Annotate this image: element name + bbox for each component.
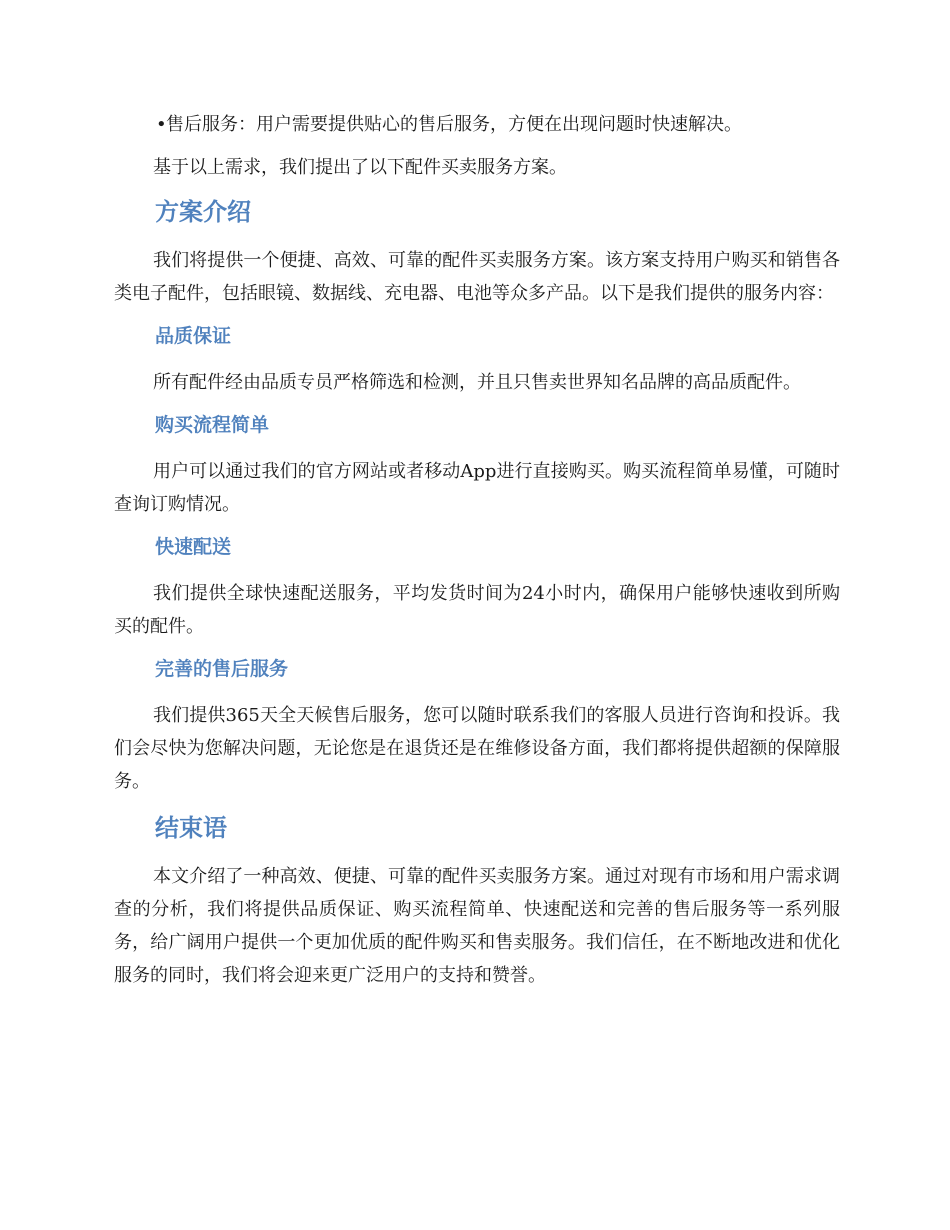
- subsection-heading-aftersales: 完善的售后服务: [155, 658, 289, 680]
- quality-paragraph: 所有配件经由品质专员严格筛选和检测，并且只售卖世界知名品牌的高品质配件。: [153, 372, 801, 393]
- subsection-heading-quality: 品质保证: [155, 325, 232, 347]
- bullet-dot-icon: •: [156, 114, 167, 135]
- scheme-paragraph: 我们将提供一个便捷、高效、可靠的配件买卖服务方案。该方案支持用户购买和销售各类电子配件，包括眼镜、数据线、充电器、电池等众多产品。以下是我们提供的服务内容：: [114, 250, 840, 304]
- purchase-paragraph: 用户可以通过我们的官方网站或者移动App进行直接购买。购买流程简单易懂，可随时查询订购情况。: [114, 461, 840, 515]
- bullet-text: 售后服务：用户需要提供贴心的售后服务，方便在出现问题时快速解决。: [166, 114, 742, 135]
- delivery-paragraph: 我们提供全球快速配送服务，平均发货时间为24小时内，确保用户能够快速收到所购买的配件。: [114, 583, 840, 637]
- aftersales-paragraph: 我们提供365天全天候售后服务，您可以随时联系我们的客服人员进行咨询和投诉。我们会尽快为您解决问题，无论您是在退货还是在维修设备方面，我们都将提供超额的保障服务。: [114, 705, 840, 792]
- lead-paragraph: 基于以上需求，我们提出了以下配件买卖服务方案。: [153, 157, 567, 178]
- section-heading-conclusion: 结束语: [155, 814, 227, 842]
- section-heading-scheme: 方案介绍: [155, 198, 251, 226]
- conclusion-paragraph: 本文介绍了一种高效、便捷、可靠的配件买卖服务方案。通过对现有市场和用户需求调查的分析，我们将提供品质保证、购买流程简单、快速配送和完善的售后服务等一系列服务，给广阔用户提供一个更加优质的配件购买和售卖服务。我们信任，在不断地改进和优化服务的同时，我们将会迎来更广泛用户的支持和赞誉。: [114, 866, 840, 986]
- bullet-item: [156, 108, 840, 141]
- subsection-heading-delivery: 快速配送: [155, 536, 232, 558]
- subsection-heading-purchase: 购买流程简单: [155, 414, 270, 436]
- document-page: [114, 108, 840, 992]
